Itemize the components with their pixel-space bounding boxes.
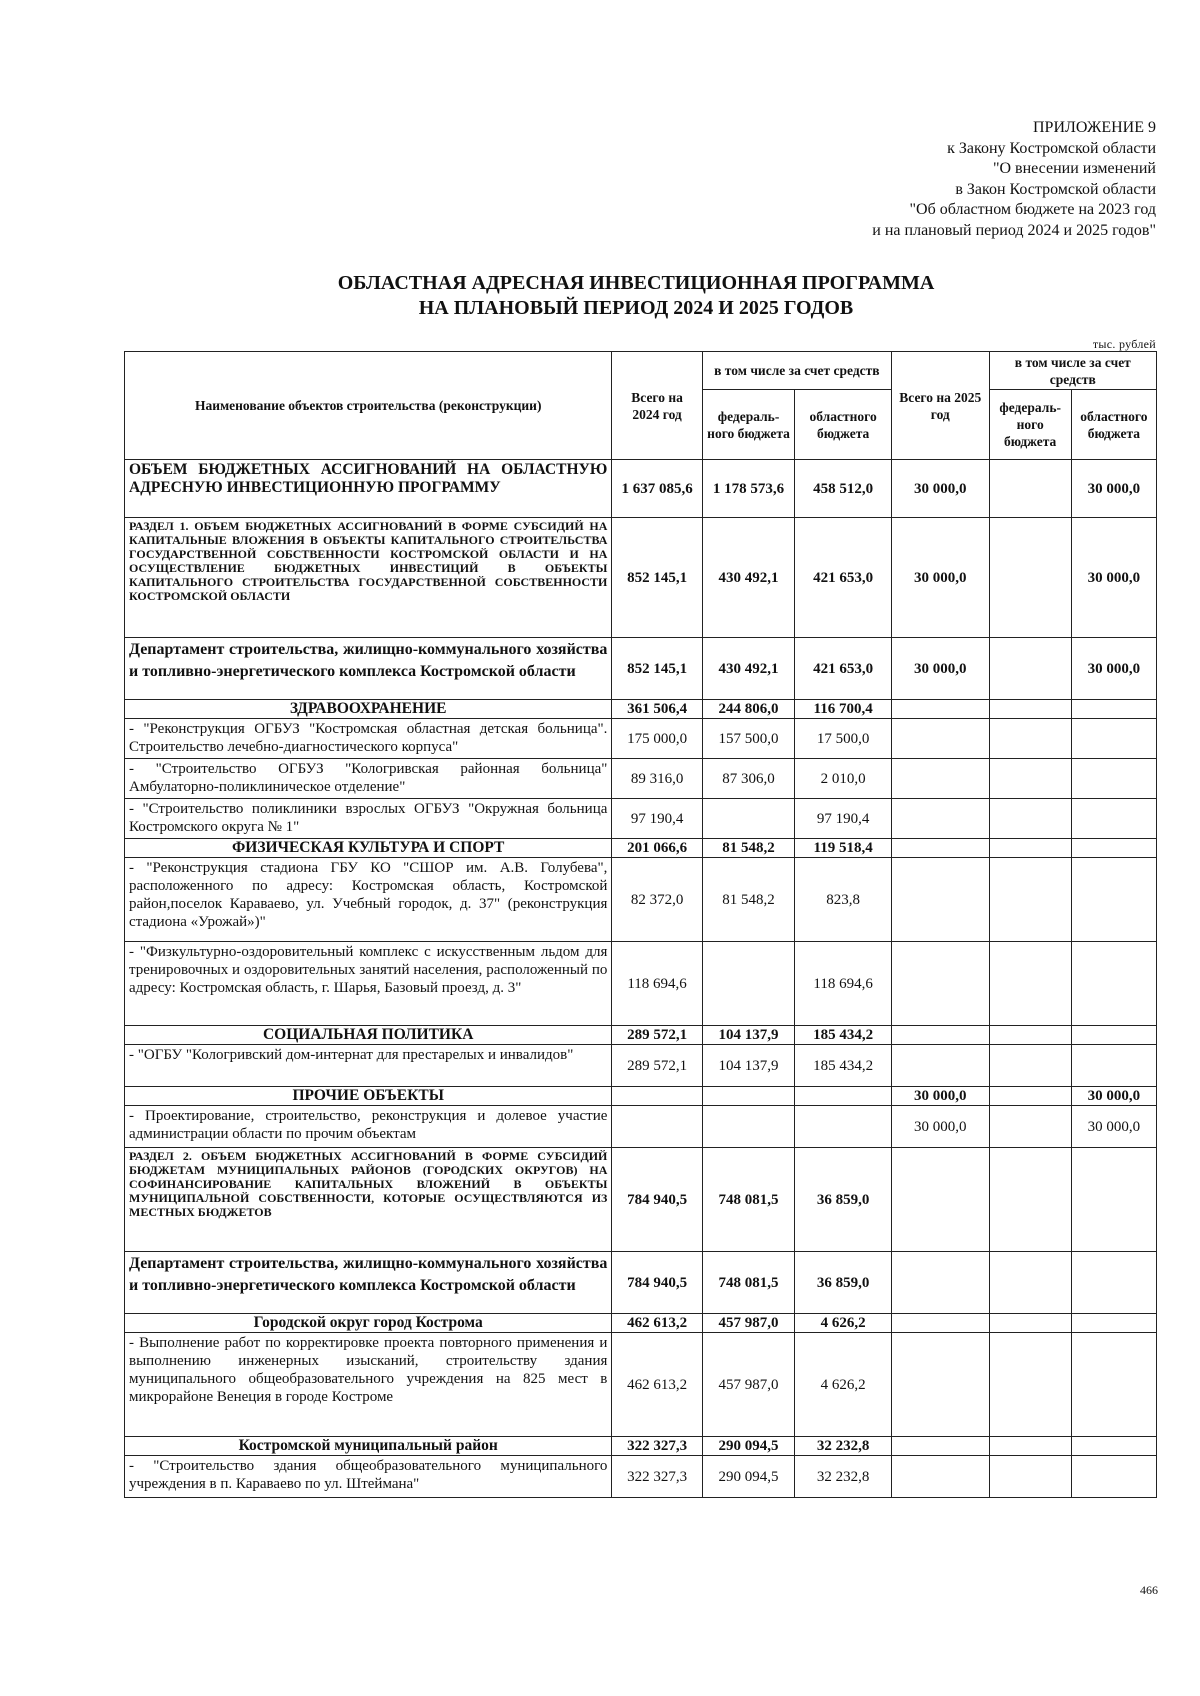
value-cell-federal-2025: [989, 638, 1071, 700]
appendix-header: [736, 118, 1156, 241]
value-cell-regional-2025: [1071, 858, 1156, 942]
value-cell-federal-2024: 290 094,5: [702, 1437, 794, 1456]
value-cell-regional-2025: [1071, 1437, 1156, 1456]
value-cell-total-2025: 30 000,0: [891, 1106, 989, 1148]
category-name-cell: ЗДРАВООХРАНЕНИЕ: [125, 700, 612, 719]
value-cell-regional-2024: 4 626,2: [795, 1314, 892, 1333]
table-row-item: [125, 1045, 1157, 1087]
value-cell-regional-2025: [1071, 799, 1156, 839]
value-cell-regional-2025: 30 000,0: [1071, 1106, 1156, 1148]
value-cell-federal-2025: [989, 1314, 1071, 1333]
value-cell-total-2025: [891, 942, 989, 1026]
value-cell-total-2025: [891, 1456, 989, 1498]
section-name-cell: РАЗДЕЛ 1. ОБЪЕМ БЮДЖЕТНЫХ АССИГНОВАНИЙ В ФОРМЕ СУБСИДИЙ НА КАПИТАЛЬНЫЕ ВЛОЖЕНИЯ В ОБЪЕКТЫ КАПИТАЛЬНОГО СТРОИТЕЛЬСТВА ГОСУДАРСТВЕННОЙ СОБСТВЕННОСТИ КОСТРОМСКОЙ ОБЛАСТИ И НА ОСУЩЕСТВЛЕНИЕ БЮДЖЕТНЫХ ИНВЕСТИЦИЙ В ОБЪЕКТЫ КАПИТАЛЬНОГО СТРОИТЕЛЬСТВА ГОСУДАРСТВЕННОЙ СОБСТВЕННОСТИ КОСТРОМСКОЙ ОБЛАСТИ: [125, 518, 612, 638]
value-cell-total-2024: 201 066,6: [612, 839, 702, 858]
value-cell-federal-2025: [989, 839, 1071, 858]
page-number: 466: [1140, 1583, 1158, 1597]
value-cell-federal-2024: 81 548,2: [702, 858, 794, 942]
value-cell-total-2024: 1 637 085,6: [612, 460, 702, 518]
value-cell-regional-2024: 36 859,0: [795, 1252, 892, 1314]
value-cell-total-2025: [891, 858, 989, 942]
value-cell-total-2024: 289 572,1: [612, 1026, 702, 1045]
value-cell-regional-2025: 30 000,0: [1071, 638, 1156, 700]
value-cell-federal-2025: [989, 1456, 1071, 1498]
appendix-line: и на плановый период 2024 и 2025 годов": [872, 221, 1156, 239]
value-cell-regional-2024: 32 232,8: [795, 1456, 892, 1498]
value-cell-total-2025: [891, 1148, 989, 1252]
value-cell-total-2024: 118 694,6: [612, 942, 702, 1026]
value-cell-regional-2024: 17 500,0: [795, 719, 892, 759]
value-cell-regional-2025: [1071, 700, 1156, 719]
value-cell-federal-2024: [702, 1087, 794, 1106]
category-name-cell: ПРОЧИЕ ОБЪЕКТЫ: [125, 1087, 612, 1106]
value-cell-federal-2024: 81 548,2: [702, 839, 794, 858]
value-cell-total-2024: [612, 1106, 702, 1148]
value-cell-total-2025: [891, 1333, 989, 1437]
appendix-line: к Закону Костромской области: [947, 139, 1156, 157]
table-row-section: [125, 1148, 1157, 1252]
value-cell-regional-2025: [1071, 839, 1156, 858]
value-cell-regional-2025: [1071, 759, 1156, 799]
value-cell-federal-2024: 430 492,1: [702, 518, 794, 638]
value-cell-federal-2024: 457 987,0: [702, 1333, 794, 1437]
value-cell-federal-2024: 748 081,5: [702, 1148, 794, 1252]
value-cell-total-2024: 852 145,1: [612, 638, 702, 700]
value-cell-total-2025: [891, 1026, 989, 1045]
value-cell-regional-2024: 185 434,2: [795, 1045, 892, 1087]
header-incl-2025: в том числе за счет средств: [989, 352, 1156, 390]
value-cell-federal-2024: 87 306,0: [702, 759, 794, 799]
value-cell-regional-2025: [1071, 942, 1156, 1026]
table-row-item: [125, 1456, 1157, 1498]
table-row-item: [125, 1333, 1157, 1437]
value-cell-federal-2025: [989, 1106, 1071, 1148]
value-cell-federal-2024: 290 094,5: [702, 1456, 794, 1498]
value-cell-total-2025: 30 000,0: [891, 638, 989, 700]
item-name-cell: - "ОГБУ "Кологривский дом-интернат для престарелых и инвалидов": [125, 1045, 612, 1087]
item-name-cell: - "Строительство ОГБУЗ "Кологривская районная больница" Амбулаторно-поликлиническое отделение": [125, 759, 612, 799]
item-name-cell: - "Реконструкция ОГБУЗ "Костромская областная детская больница". Строительство лечебно-диагностического корпуса": [125, 719, 612, 759]
value-cell-federal-2025: [989, 1252, 1071, 1314]
value-cell-regional-2025: [1071, 1314, 1156, 1333]
value-cell-total-2024: 852 145,1: [612, 518, 702, 638]
value-cell-federal-2025: [989, 1437, 1071, 1456]
value-cell-total-2025: [891, 839, 989, 858]
table-row-dept: [125, 638, 1157, 700]
units-label: тыс. рублей: [1092, 337, 1156, 351]
value-cell-federal-2025: [989, 1148, 1071, 1252]
value-cell-federal-2025: [989, 1087, 1071, 1106]
value-cell-regional-2025: [1071, 1045, 1156, 1087]
item-name-cell: - Проектирование, строительство, реконструкция и долевое участие администрации области по прочим объектам: [125, 1106, 612, 1148]
value-cell-total-2024: 784 940,5: [612, 1148, 702, 1252]
category-name-cell: Костромской муниципальный район: [125, 1437, 612, 1456]
table-row-item: [125, 1106, 1157, 1148]
table-row-category: [125, 839, 1157, 858]
value-cell-regional-2024: [795, 1106, 892, 1148]
value-cell-regional-2024: 118 694,6: [795, 942, 892, 1026]
value-cell-regional-2024: 421 653,0: [795, 638, 892, 700]
header-federal-2024: федераль-ного бюджета: [702, 390, 794, 460]
total-name-cell: ОБЪЕМ БЮДЖЕТНЫХ АССИГНОВАНИЙ НА ОБЛАСТНУЮ АДРЕСНУЮ ИНВЕСТИЦИОННУЮ ПРОГРАММУ: [125, 460, 612, 518]
value-cell-total-2024: 175 000,0: [612, 719, 702, 759]
table-row-category: [125, 1314, 1157, 1333]
table-row-category: [125, 1087, 1157, 1106]
value-cell-federal-2025: [989, 759, 1071, 799]
item-name-cell: - "Реконструкция стадиона ГБУ КО "СШОР им. А.В. Голубева", расположенного по адресу: Костромская область, Костромской район,поселок Караваево, ул. Учебный городок, д. 37" (реконструкция стадиона «Урожай»)": [125, 858, 612, 942]
category-name-cell: СОЦИАЛЬНАЯ ПОЛИТИКА: [125, 1026, 612, 1045]
value-cell-regional-2024: 4 626,2: [795, 1333, 892, 1437]
table-row-category: [125, 700, 1157, 719]
value-cell-total-2024: 82 372,0: [612, 858, 702, 942]
value-cell-regional-2025: [1071, 1333, 1156, 1437]
value-cell-total-2024: 89 316,0: [612, 759, 702, 799]
value-cell-regional-2025: [1071, 1148, 1156, 1252]
value-cell-total-2024: 289 572,1: [612, 1045, 702, 1087]
value-cell-total-2025: [891, 719, 989, 759]
item-name-cell: - Выполнение работ по корректировке проекта повторного применения и выполнению инженерных изысканий, строительству здания муниципального общеобразовательного учреждения на 825 мест в микрорайоне Венеция в городе Костроме: [125, 1333, 612, 1437]
value-cell-total-2025: [891, 759, 989, 799]
value-cell-federal-2025: [989, 700, 1071, 719]
value-cell-total-2025: [891, 1314, 989, 1333]
table-row-item: [125, 858, 1157, 942]
header-total-2025: Всего на 2025 год: [891, 352, 989, 460]
value-cell-total-2024: [612, 1087, 702, 1106]
value-cell-regional-2025: [1071, 1252, 1156, 1314]
value-cell-regional-2025: 30 000,0: [1071, 460, 1156, 518]
value-cell-regional-2024: 185 434,2: [795, 1026, 892, 1045]
table-row-item: [125, 759, 1157, 799]
document-title: [0, 271, 1200, 321]
value-cell-total-2025: [891, 700, 989, 719]
value-cell-federal-2024: [702, 799, 794, 839]
value-cell-regional-2024: 97 190,4: [795, 799, 892, 839]
value-cell-total-2025: 30 000,0: [891, 518, 989, 638]
appendix-line: в Закон Костромской области: [955, 180, 1156, 198]
value-cell-total-2025: [891, 1437, 989, 1456]
header-incl-2024: в том числе за счет средств: [702, 352, 891, 390]
value-cell-federal-2025: [989, 518, 1071, 638]
value-cell-regional-2024: [795, 1087, 892, 1106]
value-cell-regional-2024: 2 010,0: [795, 759, 892, 799]
category-name-cell: ФИЗИЧЕСКАЯ КУЛЬТУРА И СПОРТ: [125, 839, 612, 858]
value-cell-federal-2024: 1 178 573,6: [702, 460, 794, 518]
value-cell-regional-2025: [1071, 1456, 1156, 1498]
value-cell-federal-2024: 157 500,0: [702, 719, 794, 759]
value-cell-regional-2024: 116 700,4: [795, 700, 892, 719]
header-regional-2024: областного бюджета: [795, 390, 892, 460]
header-federal-2025: федераль-ного бюджета: [989, 390, 1071, 460]
value-cell-federal-2025: [989, 1026, 1071, 1045]
value-cell-total-2024: 462 613,2: [612, 1333, 702, 1437]
document-title-line-2: НА ПЛАНОВЫЙ ПЕРИОД 2024 И 2025 ГОДОВ: [418, 297, 854, 319]
table-row-category: [125, 1026, 1157, 1045]
value-cell-regional-2024: 458 512,0: [795, 460, 892, 518]
value-cell-federal-2024: 104 137,9: [702, 1026, 794, 1045]
value-cell-federal-2025: [989, 460, 1071, 518]
section-name-cell: РАЗДЕЛ 2. ОБЪЕМ БЮДЖЕТНЫХ АССИГНОВАНИЙ В ФОРМЕ СУБСИДИЙ БЮДЖЕТАМ МУНИЦИПАЛЬНЫХ РАЙОНОВ (ГОРОДСКИХ ОКРУГОВ) НА СОФИНАНСИРОВАНИЕ КАПИТАЛЬНЫХ ВЛОЖЕНИЙ В ОБЪЕКТЫ МУНИЦИПАЛЬНОЙ СОБСТВЕННОСТИ, КОТОРЫЕ ОСУЩЕСТВЛЯЮТСЯ ИЗ МЕСТНЫХ БЮДЖЕТОВ: [125, 1148, 612, 1252]
value-cell-federal-2025: [989, 942, 1071, 1026]
value-cell-federal-2025: [989, 858, 1071, 942]
value-cell-regional-2024: 421 653,0: [795, 518, 892, 638]
dept-name-cell: Департамент строительства, жилищно-коммунального хозяйства и топливно-энергетического комплекса Костромской области: [125, 638, 612, 700]
table-row-item: [125, 799, 1157, 839]
appendix-line: ПРИЛОЖЕНИЕ 9: [1032, 119, 1156, 136]
value-cell-total-2024: 462 613,2: [612, 1314, 702, 1333]
value-cell-regional-2025: [1071, 1026, 1156, 1045]
value-cell-regional-2025: 30 000,0: [1071, 518, 1156, 638]
value-cell-federal-2024: 457 987,0: [702, 1314, 794, 1333]
value-cell-regional-2024: 823,8: [795, 858, 892, 942]
value-cell-total-2025: [891, 1045, 989, 1087]
header-regional-2025: областного бюджета: [1071, 390, 1156, 460]
table-row-section: [125, 518, 1157, 638]
value-cell-total-2024: 322 327,3: [612, 1437, 702, 1456]
table-row-total: [125, 460, 1157, 518]
value-cell-regional-2025: [1071, 719, 1156, 759]
item-name-cell: - "Строительство поликлиники взрослых ОГБУЗ "Окружная больница Костромского округа № 1": [125, 799, 612, 839]
table-row-item: [125, 719, 1157, 759]
document-title-line-1: ОБЛАСТНАЯ АДРЕСНАЯ ИНВЕСТИЦИОННАЯ ПРОГРАММА: [337, 272, 935, 294]
item-name-cell: - "Физкультурно-оздоровительный комплекс с искусственным льдом для тренировочных и оздоровительных занятий населения, расположенный по адресу: Костромская область, г. Шарья, Базовый проезд, д. 3": [125, 942, 612, 1026]
value-cell-federal-2024: 430 492,1: [702, 638, 794, 700]
value-cell-federal-2024: 244 806,0: [702, 700, 794, 719]
header-name: Наименование объектов строительства (реконструкции): [125, 352, 612, 460]
value-cell-total-2024: 322 327,3: [612, 1456, 702, 1498]
item-name-cell: - "Строительство здания общеобразовательного муниципального учреждения в п. Караваево по ул. Штеймана": [125, 1456, 612, 1498]
value-cell-federal-2024: 748 081,5: [702, 1252, 794, 1314]
value-cell-total-2025: [891, 1252, 989, 1314]
table-body: [125, 460, 1157, 1498]
value-cell-federal-2025: [989, 799, 1071, 839]
value-cell-federal-2025: [989, 1045, 1071, 1087]
category-name-cell: Городской округ город Кострома: [125, 1314, 612, 1333]
appendix-line: "О внесении изменений: [992, 160, 1156, 177]
table-row-item: [125, 942, 1157, 1026]
value-cell-regional-2024: 119 518,4: [795, 839, 892, 858]
investment-program-table: [124, 351, 1157, 1498]
table-row-category: [125, 1437, 1157, 1456]
value-cell-federal-2024: [702, 942, 794, 1026]
value-cell-total-2025: 30 000,0: [891, 460, 989, 518]
value-cell-total-2024: 784 940,5: [612, 1252, 702, 1314]
table-row-dept: [125, 1252, 1157, 1314]
value-cell-total-2025: 30 000,0: [891, 1087, 989, 1106]
appendix-line: "Об областном бюджете на 2023 год: [909, 201, 1156, 218]
value-cell-total-2024: 97 190,4: [612, 799, 702, 839]
value-cell-regional-2024: 32 232,8: [795, 1437, 892, 1456]
value-cell-federal-2025: [989, 1333, 1071, 1437]
value-cell-total-2025: [891, 799, 989, 839]
value-cell-federal-2025: [989, 719, 1071, 759]
value-cell-federal-2024: 104 137,9: [702, 1045, 794, 1087]
value-cell-regional-2024: 36 859,0: [795, 1148, 892, 1252]
value-cell-federal-2024: [702, 1106, 794, 1148]
header-total-2024: Всего на 2024 год: [612, 352, 702, 460]
dept-name-cell: Департамент строительства, жилищно-коммунального хозяйства и топливно-энергетического комплекса Костромской области: [125, 1252, 612, 1314]
value-cell-total-2024: 361 506,4: [612, 700, 702, 719]
value-cell-regional-2025: 30 000,0: [1071, 1087, 1156, 1106]
